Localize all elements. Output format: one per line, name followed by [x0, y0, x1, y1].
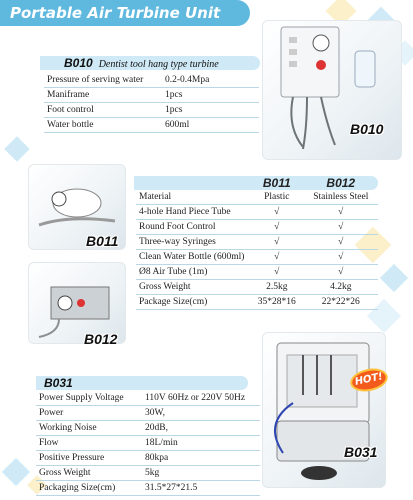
compare-row: [136, 295, 378, 310]
b031-photo-label: B031: [344, 444, 378, 460]
b010-device-illustration: [263, 21, 401, 159]
b010-spec-row: [44, 73, 259, 88]
compare-b011-value: Plastic: [250, 190, 304, 205]
spec-label: Gross Weight: [36, 466, 142, 481]
spec-label: Packaging Size(cm): [36, 481, 142, 496]
b031-spec-row: [36, 466, 260, 481]
b011-photo-label: B011: [86, 233, 119, 249]
b031-product-photo: [262, 332, 386, 488]
compare-b011-value: 2.5kg: [250, 280, 304, 295]
compare-b012-value: √: [304, 235, 378, 250]
decor-diamond: [2, 458, 30, 486]
compare-b011-value: 35*28*16: [250, 295, 304, 310]
compare-feature: Ø8 Air Tube (1m): [136, 265, 250, 280]
spec-label: Foot control: [44, 103, 162, 118]
compare-row: [136, 190, 378, 205]
spec-label: Power Supply Voltage: [36, 391, 142, 406]
b031-spec-row: [36, 481, 260, 496]
compare-b011-value: √: [250, 205, 304, 220]
spec-label: Flow: [36, 436, 142, 451]
b031-header: [36, 376, 248, 390]
compare-feature: Clean Water Bottle (600ml): [136, 250, 250, 265]
decor-diamond: [380, 264, 408, 292]
b010-header: [40, 56, 260, 70]
spec-label: Working Noise: [36, 421, 142, 436]
compare-row: [136, 220, 378, 235]
compare-feature: Round Foot Control: [136, 220, 250, 235]
compare-feature: Package Size(cm): [136, 295, 250, 310]
spec-value: 30W,: [142, 406, 260, 421]
compare-feature: 4-hole Hand Piece Tube: [136, 205, 250, 220]
b010-spec-row: [44, 118, 259, 133]
b031-model: B031: [44, 376, 73, 390]
compare-row: [136, 235, 378, 250]
b010-subtitle: Dentist tool hang type turbine: [98, 59, 219, 70]
spec-value: 0.2-0.4Mpa: [162, 73, 259, 88]
compare-b012-value: 4.2kg: [304, 280, 378, 295]
b010-photo-label: B010: [350, 121, 384, 137]
spec-value: 1pcs: [162, 103, 259, 118]
spec-value: 600ml: [162, 118, 259, 133]
compare-feature: Gross Weight: [136, 280, 250, 295]
b010-spec-row: [44, 88, 259, 103]
spec-label: Positive Pressure: [36, 451, 142, 466]
b031-spec-row: [36, 436, 260, 451]
spec-label: Maniframe: [44, 88, 162, 103]
spec-value: 20dB,: [142, 421, 260, 436]
b031-spec-row: [36, 421, 260, 436]
b010-spec-row: [44, 103, 259, 118]
spec-value: 80kpa: [142, 451, 260, 466]
compare-row: [136, 250, 378, 265]
compare-feature: Three-way Syringes: [136, 235, 250, 250]
comparison-table: [136, 176, 378, 310]
compare-b011-value: √: [250, 265, 304, 280]
compare-col-b012: B012: [326, 176, 356, 190]
spec-value: 5kg: [142, 466, 260, 481]
page-title: Portable Air Turbine Unit: [10, 4, 221, 22]
hot-badge: HOT!: [351, 368, 388, 393]
decor-diamond: [4, 136, 29, 161]
compare-b011-value: √: [250, 235, 304, 250]
b010-spec-table: [44, 73, 259, 133]
spec-value: 1pcs: [162, 88, 259, 103]
spec-value: 110V 60Hz or 220V 50Hz: [142, 391, 260, 406]
compare-row: [136, 205, 378, 220]
b031-spec-row: [36, 406, 260, 421]
b010-model: B010: [64, 56, 93, 70]
spec-value: 31.5*27*21.5: [142, 481, 260, 496]
b031-spec-table: [36, 391, 260, 496]
spec-label: Pressure of serving water: [44, 73, 162, 88]
title-banner: [0, 0, 250, 26]
compare-b012-value: √: [304, 265, 378, 280]
compare-b012-value: √: [304, 205, 378, 220]
compare-b011-value: √: [250, 250, 304, 265]
spec-value: 18L/min: [142, 436, 260, 451]
compare-b012-value: √: [304, 220, 378, 235]
compare-row: [136, 280, 378, 295]
spec-label: Water bottle: [44, 118, 162, 133]
compare-b012-value: Stainless Steel: [304, 190, 378, 205]
b012-photo-label: B012: [84, 331, 118, 347]
b031-device-illustration: [263, 333, 385, 487]
spec-label: Power: [36, 406, 142, 421]
compare-b012-value: √: [304, 250, 378, 265]
b031-spec-row: [36, 451, 260, 466]
compare-feature: Material: [136, 190, 250, 205]
compare-col-b011: B011: [262, 176, 291, 190]
compare-row: [136, 265, 378, 280]
b031-spec-row: [36, 391, 260, 406]
compare-b012-value: 22*22*26: [304, 295, 378, 310]
b010-product-photo: [262, 20, 402, 160]
compare-b011-value: √: [250, 220, 304, 235]
